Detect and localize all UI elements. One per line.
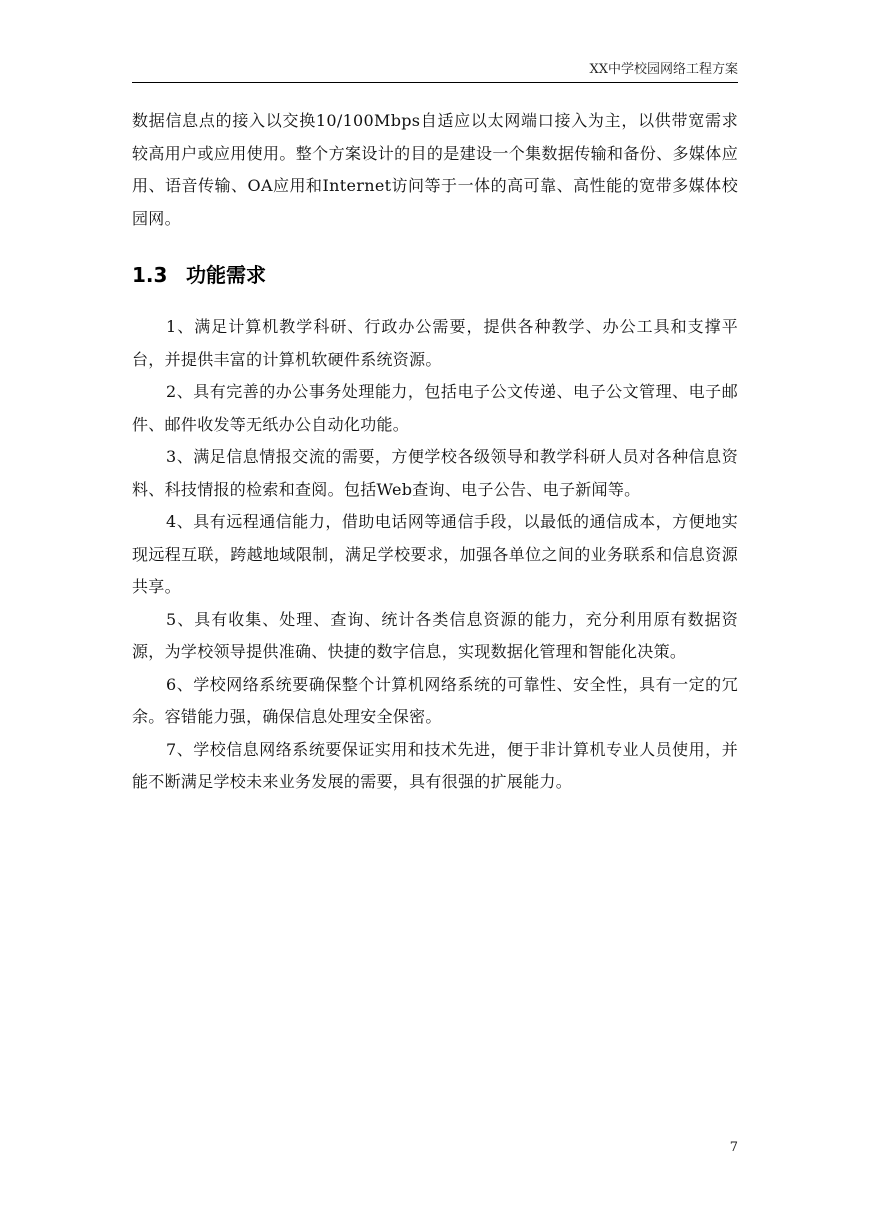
requirement-item-3: 3、满足信息情报交流的需要，方便学校各级领导和教学科研人员对各种信息资料、科技情报的检索和查阅。包括Web查询、电子公告、电子新闻等。 [132,447,738,499]
requirement-item-1: 1、满足计算机教学科研、行政办公需要，提供各种教学、办公工具和支撑平台，并提供丰富的计算机软硬件系统资源。 [132,317,738,369]
document-body [132,105,738,799]
section-heading [132,261,738,289]
section-title: 功能需求 [186,263,266,287]
page-header [132,62,738,78]
page-number: 7 [729,1140,738,1155]
intro-paragraph: 数据信息点的接入以交换10/100Mbps自适应以太网端口接入为主，以供带宽需求较高用户或应用使用。整个方案设计的目的是建设一个集数据传输和备份、多媒体应用、语音传输、OA应用和Internet访问等于一体的高可靠、高性能的宽带多媒体校园网。 [132,111,738,228]
section-number: 1.3 [132,263,168,287]
requirement-item-4: 4、具有远程通信能力，借助电话网等通信手段，以最低的通信成本，方便地实现远程互联，跨越地域限制，满足学校要求，加强各单位之间的业务联系和信息资源共享。 [132,512,738,596]
requirement-item-5: 5、具有收集、处理、查询、统计各类信息资源的能力，充分利用原有数据资源，为学校领导提供准确、快捷的数字信息，实现数据化管理和智能化决策。 [132,609,738,661]
header-divider [132,82,738,83]
requirement-item-7: 7、学校信息网络系统要保证实用和技术先进，便于非计算机专业人员使用，并能不断满足学校未来业务发展的需要，具有很强的扩展能力。 [132,739,738,791]
requirement-item-6: 6、学校网络系统要确保整个计算机网络系统的可靠性、安全性，具有一定的冗余。容错能力强，确保信息处理安全保密。 [132,674,738,726]
header-title: XX中学校园网络工程方案 [589,62,738,77]
requirement-item-2: 2、具有完善的办公事务处理能力，包括电子公文传递、电子公文管理、电子邮件、邮件收发等无纸办公自动化功能。 [132,382,738,434]
